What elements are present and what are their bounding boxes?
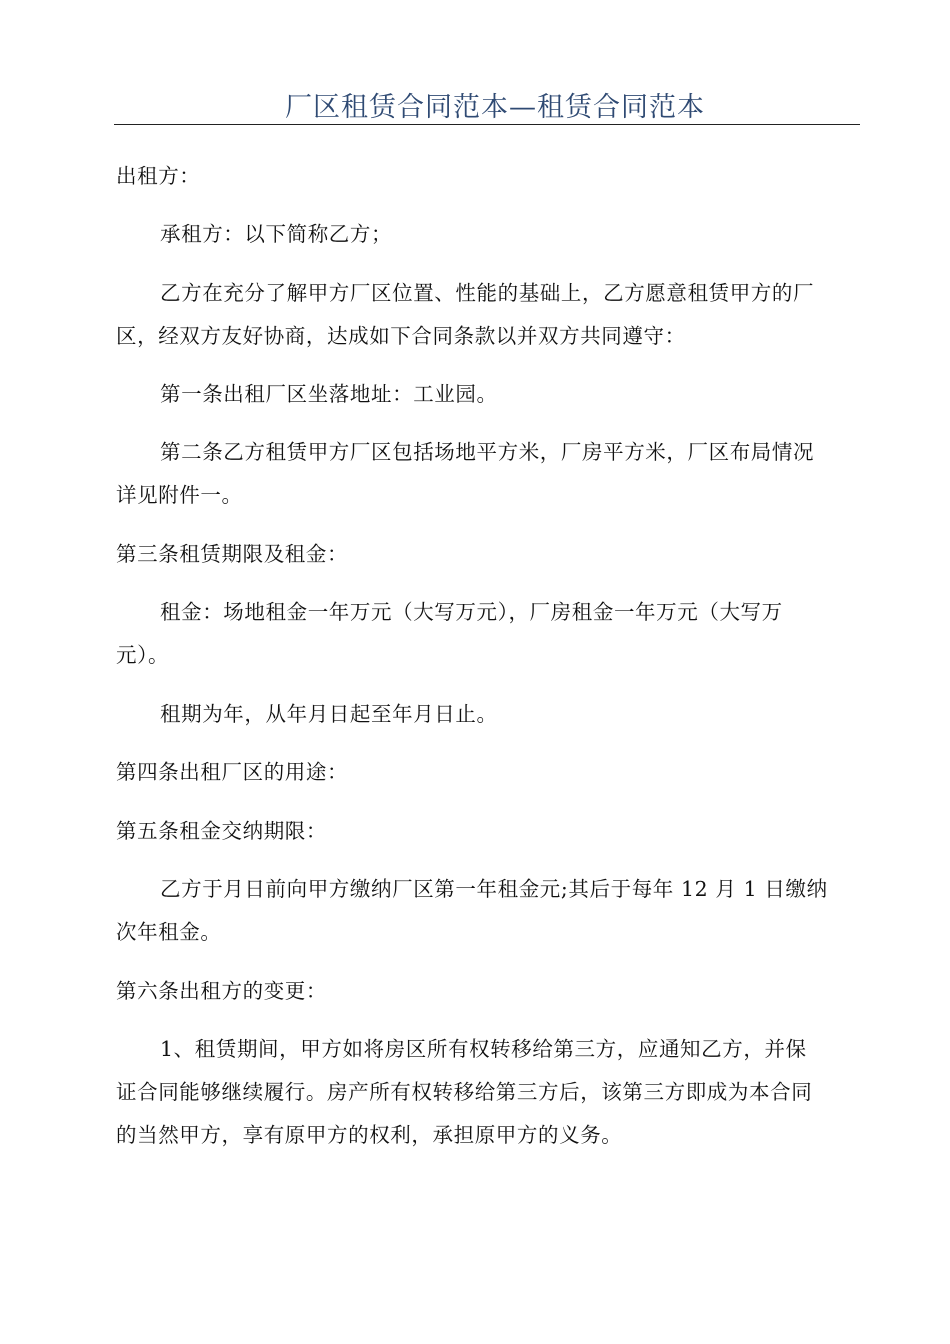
text-line: 元）。 <box>116 643 170 667</box>
text-line: 次年租金。 <box>116 920 222 944</box>
text-line: 证合同能够继续履行。房产所有权转移给第三方后，该第三方即成为本合同 <box>116 1080 813 1104</box>
text-line-article-5: 第五条租金交纳期限： <box>116 819 327 843</box>
text-line-article-3: 第三条租赁期限及租金： <box>116 542 349 566</box>
text-line-article-4: 第四条出租厂区的用途： <box>116 760 349 784</box>
text-line-clause-1: 1、租赁期间，甲方如将房区所有权转移给第三方，应通知乙方，并保 <box>160 1037 807 1061</box>
text-line: 区，经双方友好协商，达成如下合同条款以并双方共同遵守： <box>116 324 686 348</box>
document-title: 厂区租赁合同范本—租赁合同范本 <box>285 92 705 123</box>
text-line-rent: 租金：场地租金一年万元（大写万元），厂房租金一年万元（大写万 <box>160 600 783 624</box>
text-line: 的当然甲方，享有原甲方的权利，承担原甲方的义务。 <box>116 1123 623 1147</box>
text-line-article-2: 第二条乙方租赁甲方厂区包括场地平方米，厂房平方米，厂区布局情况 <box>160 440 815 464</box>
text-line-article-6: 第六条出租方的变更： <box>116 979 327 1003</box>
text-line: 乙方在充分了解甲方厂区位置、性能的基础上，乙方愿意租赁甲方的厂 <box>160 281 815 305</box>
text-line-term: 租期为年，从年月日起至年月日止。 <box>160 702 498 726</box>
text-line-lessor: 出租方： <box>116 164 201 188</box>
text-line-article-1: 第一条出租厂区坐落地址：工业园。 <box>160 382 498 406</box>
text-line-lessee: 承租方：以下简称乙方； <box>160 222 393 246</box>
text-line-payment: 乙方于月日前向甲方缴纳厂区第一年租金元;其后于每年 12 月 1 日缴纳 <box>160 877 828 901</box>
text-line: 详见附件一。 <box>116 483 243 507</box>
title-underline <box>114 124 860 125</box>
